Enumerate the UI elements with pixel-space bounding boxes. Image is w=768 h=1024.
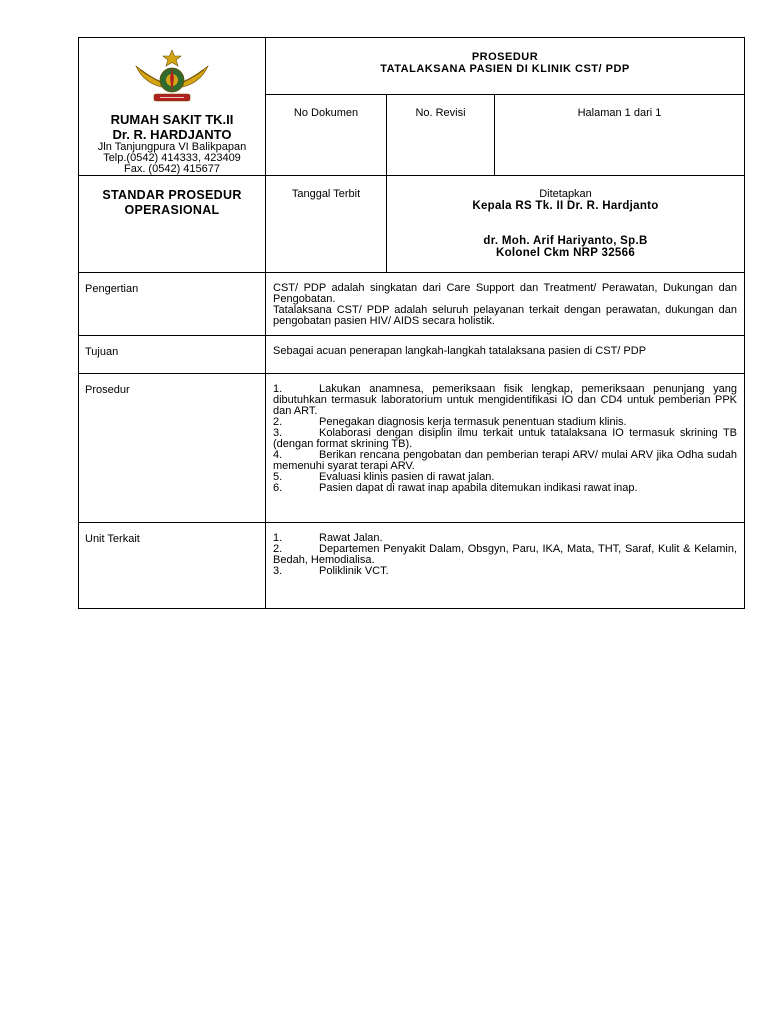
- hospital-fax: Fax. (0542) 415677: [123, 163, 220, 175]
- tujuan-text: Sebagai acuan penerapan langkah-langkah tatalaksana pasien di CST/ PDP: [273, 345, 647, 357]
- hospital-name-line1: RUMAH SAKIT TK.II: [110, 112, 234, 127]
- pengertian-content: [266, 273, 745, 336]
- no-revisi-cell: [387, 94, 495, 175]
- hospital-phone: Telp.(0542) 414333, 423409: [103, 152, 241, 164]
- pengertian-text1: CST/ PDP adalah singkatan dari Care Support dan Treatment/ Perawatan, Dukungan dan Pengobatan.: [273, 282, 737, 305]
- list-item: 3. Poliklinik VCT.: [273, 565, 389, 577]
- hospital-emblem-icon: [130, 48, 214, 108]
- tujuan-content: [266, 336, 745, 374]
- list-item: 2. Departemen Penyakit Dalam, Obsgyn, Paru, IKA, Mata, THT, Saraf, Kulit & Kelamin, Bedah, Hemodialisa.: [273, 543, 737, 566]
- unit-terkait-content: [266, 523, 745, 609]
- document-title-line2: TATALAKSANA PASIEN DI KLINIK CST/ PDP: [380, 63, 630, 75]
- sop-title: [79, 176, 266, 273]
- list-item: 1. Lakukan anamnesa, pemeriksaan fisik lengkap, pemeriksaan penunjang yang dibutuhkan termasuk laboratorium untuk mengidentifikasi IO dan CD4 untuk pemberian PPK dan ART.: [273, 383, 737, 417]
- signatory-name: dr. Moh. Arif Hariyanto, Sp.B: [483, 235, 648, 247]
- unit-terkait-label: Unit Terkait: [79, 523, 266, 609]
- no-dokumen-cell: [266, 94, 387, 175]
- document-title-line1: PROSEDUR: [471, 51, 539, 63]
- no-revisi-label: No. Revisi: [415, 106, 466, 119]
- ditetapkan-by: Kepala RS Tk. II Dr. R. Hardjanto: [472, 200, 659, 212]
- tanggal-terbit-cell: [266, 176, 387, 273]
- list-item: 4. Berikan rencana pengobatan dan pemberian terapi ARV/ mulai ARV jika Odha sudah memenuhi syarat terapi ARV.: [273, 449, 737, 472]
- sop-document: [78, 37, 744, 609]
- hospital-address: Jln Tanjungpura VI Balikpapan: [97, 141, 247, 153]
- no-dokumen-label: No Dokumen: [293, 106, 359, 119]
- halaman-cell: [495, 94, 745, 175]
- ditetapkan-cell: [387, 176, 745, 273]
- pengertian-text2: Tatalaksana CST/ PDP adalah seluruh pelayanan terkait dengan perawatan, dukungan dan pengobatan pasien HIV/ AIDS secara holistik.: [273, 304, 737, 327]
- list-item: 6. Pasien dapat di rawat inap apabila ditemukan indikasi rawat inap.: [273, 482, 638, 494]
- prosedur-label: Prosedur: [79, 374, 266, 523]
- list-item: 1. Rawat Jalan.: [273, 532, 383, 544]
- ditetapkan-label: Ditetapkan: [539, 188, 592, 200]
- pengertian-label: Pengertian: [79, 273, 266, 336]
- list-item: 3. Kolaborasi dengan disiplin ilmu terkait untuk tatalaksana IO termasuk skrining TB (dengan format skrining TB).: [273, 427, 737, 450]
- prosedur-content: [266, 374, 745, 523]
- tanggal-terbit-label: Tanggal Terbit: [291, 188, 361, 200]
- hospital-identity: [79, 38, 266, 176]
- unit-terkait-list: [273, 533, 737, 577]
- document-title: [266, 38, 745, 95]
- halaman-label: Halaman 1 dari 1: [577, 106, 662, 119]
- sop-table: [78, 37, 745, 609]
- signatory-rank: Kolonel Ckm NRP 32566: [495, 247, 636, 259]
- prosedur-list: [273, 384, 737, 494]
- list-item: 2. Penegakan diagnosis kerja termasuk penentuan stadium klinis.: [273, 416, 627, 428]
- sop-title-line2: OPERASIONAL: [124, 203, 220, 217]
- hospital-name-line2: Dr. R. HARDJANTO: [112, 127, 232, 142]
- tujuan-label: Tujuan: [79, 336, 266, 374]
- list-item: 5. Evaluasi klinis pasien di rawat jalan.: [273, 471, 495, 483]
- sop-title-line1: STANDAR PROSEDUR: [102, 188, 242, 202]
